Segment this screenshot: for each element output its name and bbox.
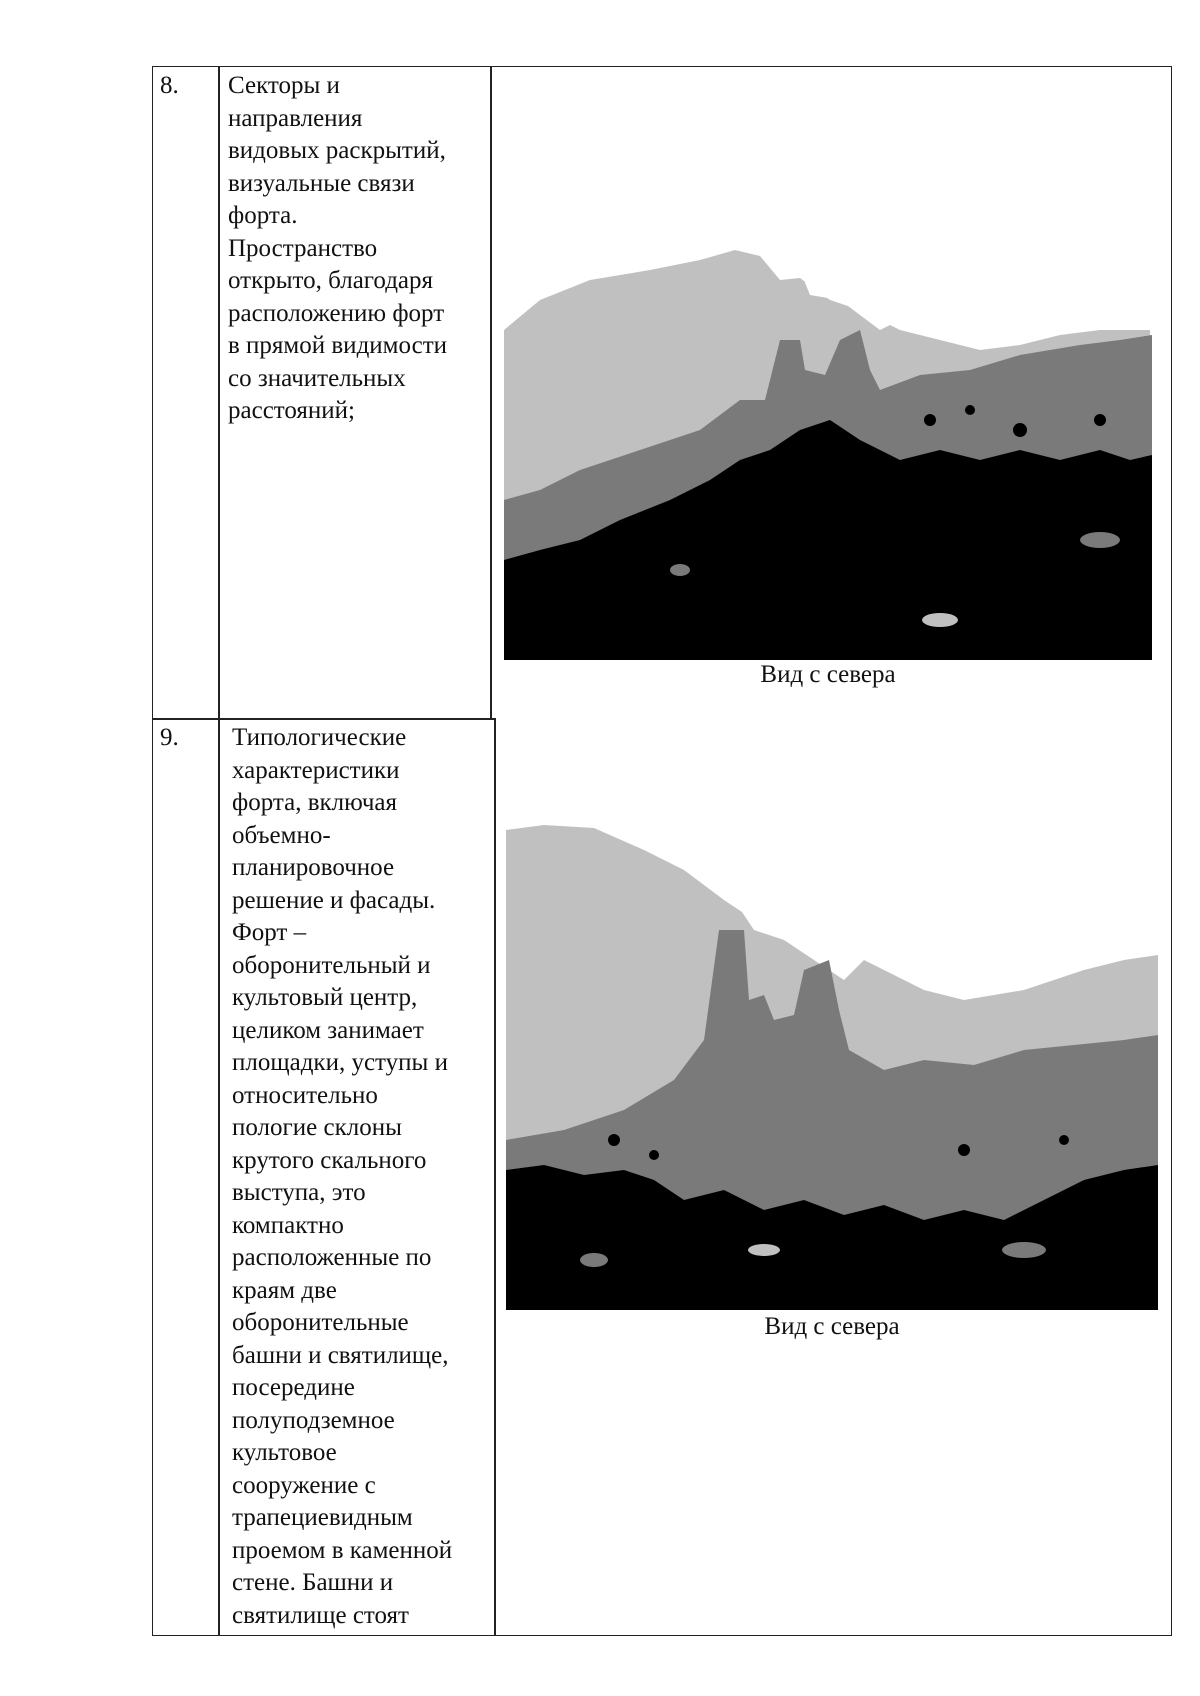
column-divider-description-row9: [494, 718, 496, 1636]
row-9-number: 9.: [160, 724, 179, 751]
column-divider-description-row8: [490, 66, 492, 720]
row-9-description: Типологические характеристики форта, включая объемно- планировочное решение и фасады. Форт – оборонительный и культовый центр, целиком занимает площадки, уступы и относительно пологие склоны крутого скального выступа, это компактно расположенные по краям две оборонительные башни и святилище, посередине полуподземное культовое сооружение с трапециевидным проемом в каменной стене. Башни и святилище стоят: [232, 724, 453, 1629]
row-8-description: Секторы и направления видовых раскрытий, визуальные связи форта. Пространство открыто, благодаря расположению форт в прямой видимости со значительных расстояний;: [228, 72, 448, 424]
fort-photo-north-1: [500, 160, 1156, 660]
row-9-photo-caption: Вид с севера: [764, 1313, 900, 1340]
row-8-photo-caption: Вид с севера: [760, 661, 896, 688]
row-8-number: 8.: [160, 72, 179, 99]
row-divider: [152, 718, 494, 720]
column-divider-number: [218, 66, 220, 1636]
fort-photo-north-2: [504, 820, 1160, 1310]
